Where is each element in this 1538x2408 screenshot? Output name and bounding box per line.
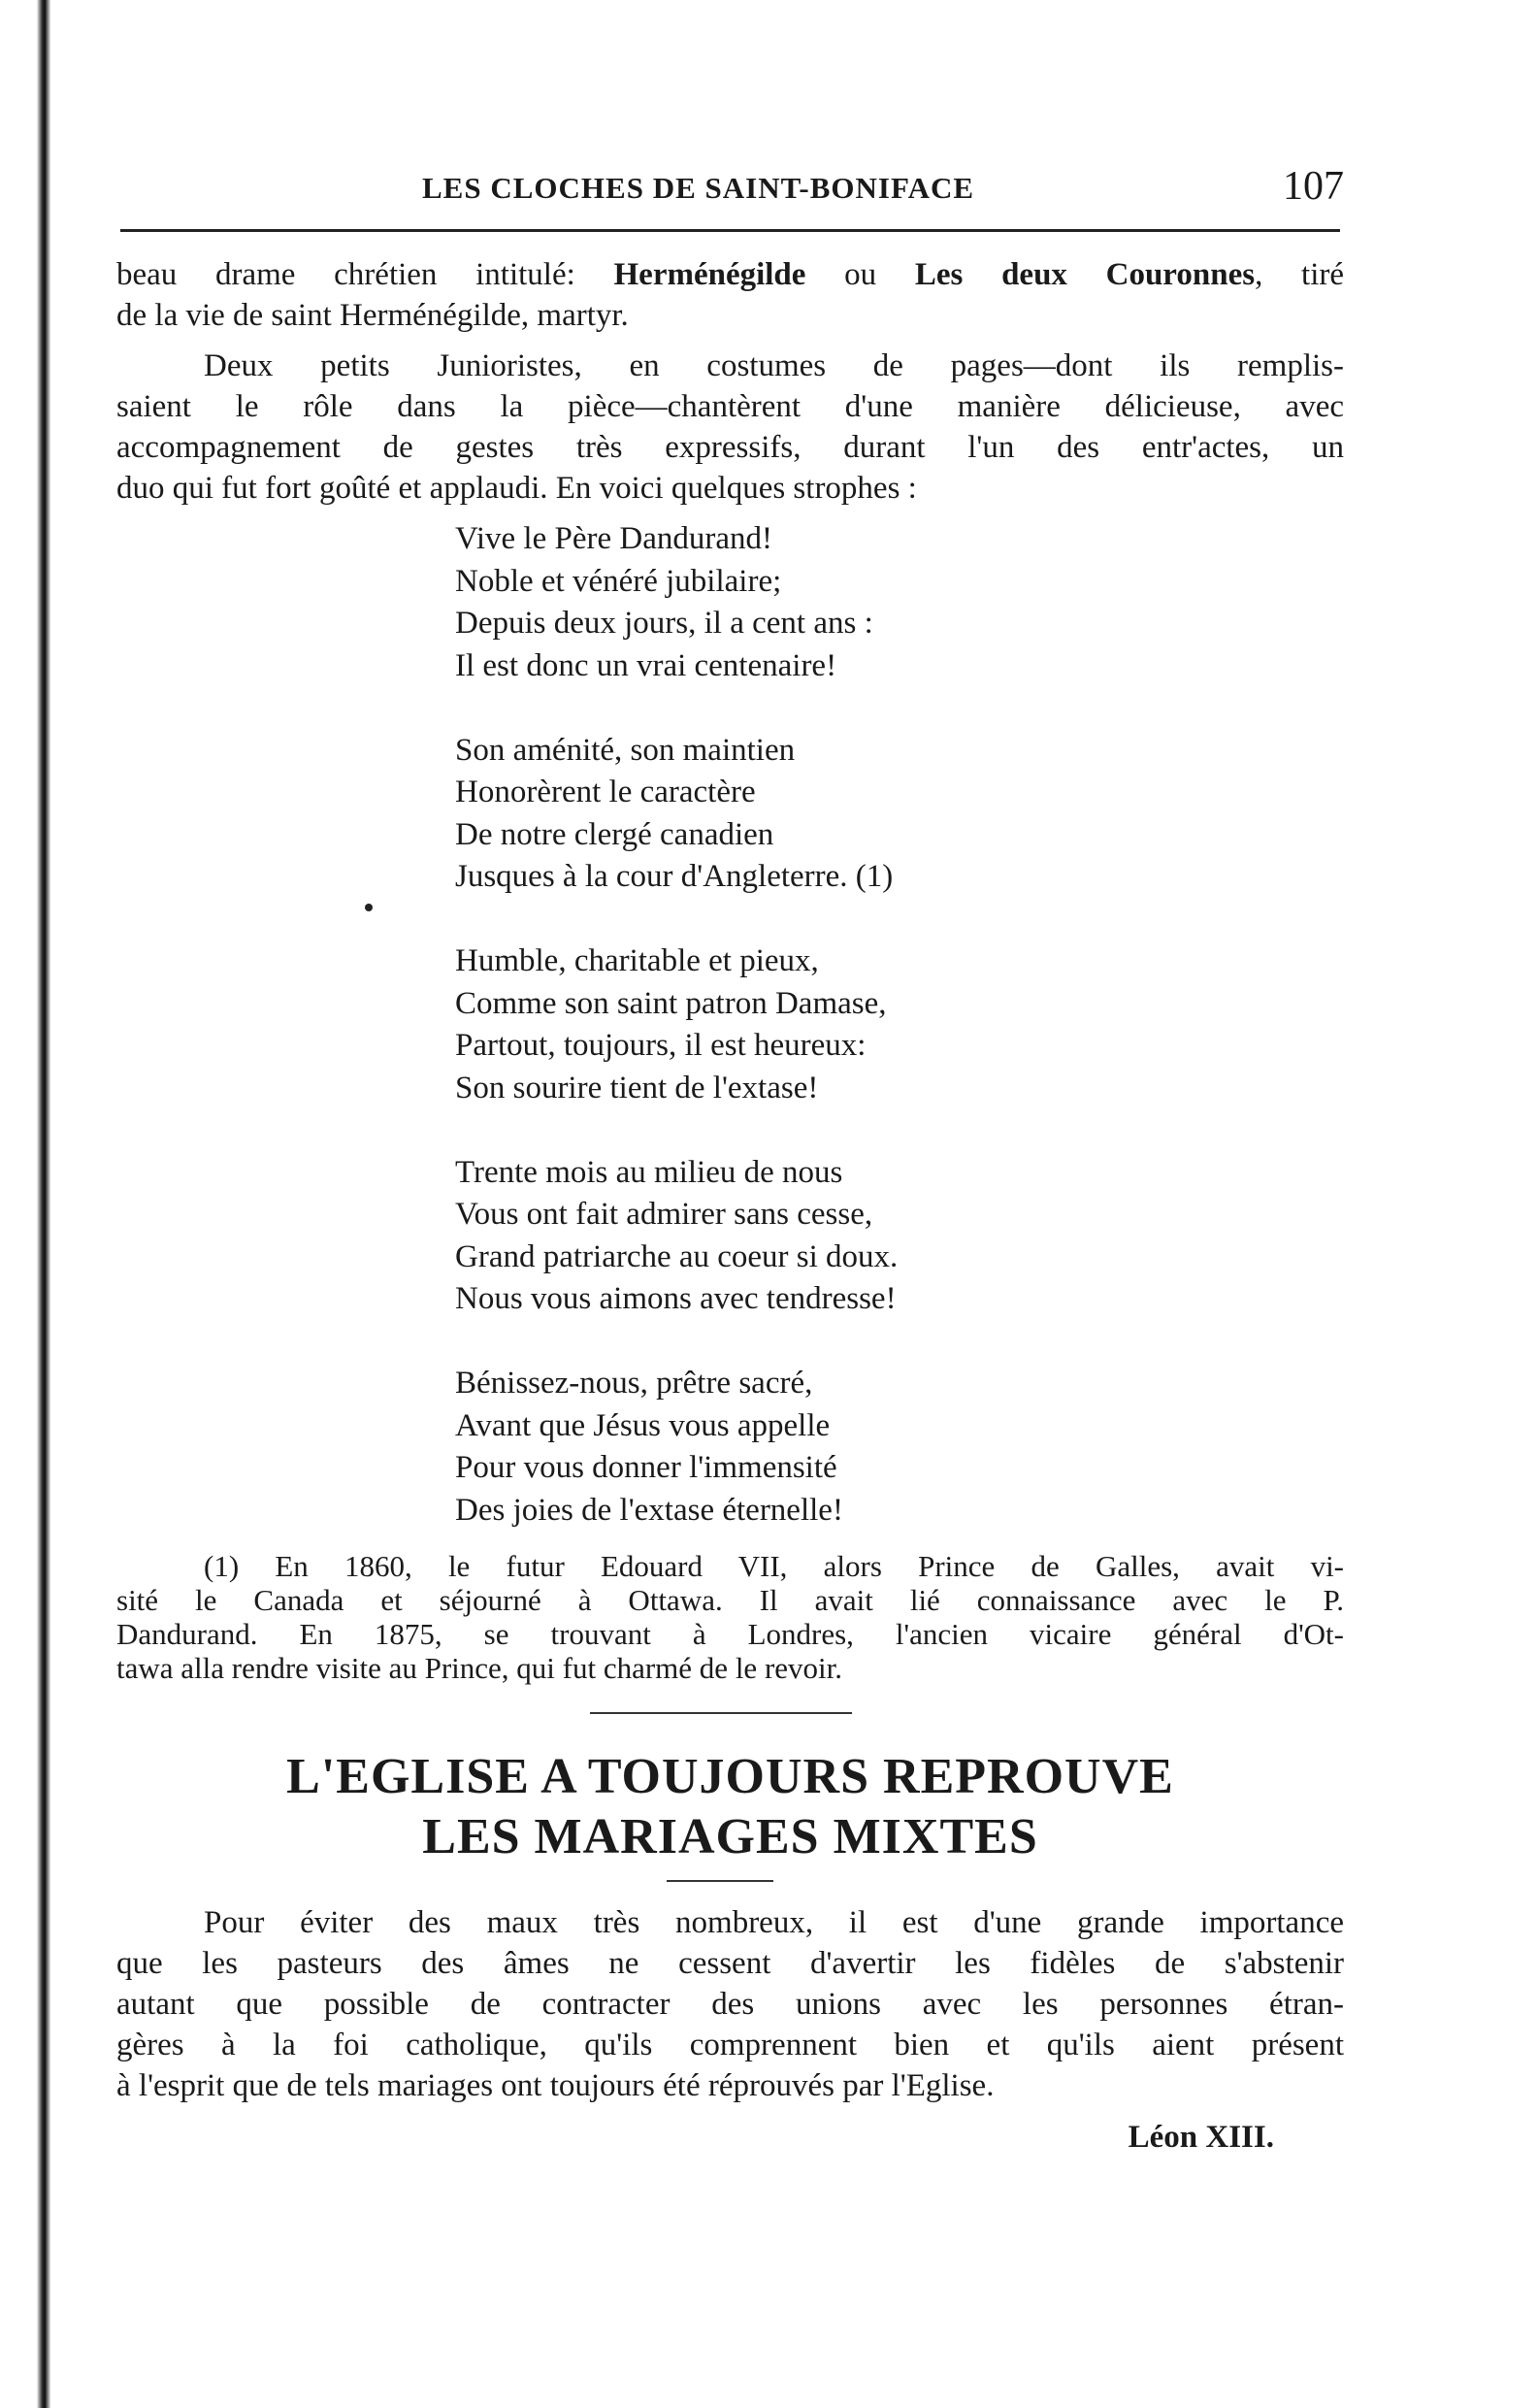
poem-verse: De notre clergé canadien (455, 816, 774, 852)
poem-verse: Honorèrent le caractère (455, 775, 756, 809)
poem (455, 518, 898, 1574)
poem-verse: Avant que Jésus vous appelle (455, 1407, 831, 1443)
signature: Léon XIII. (1128, 2120, 1274, 2155)
heading-line-1: L'EGLISE A TOUJOURS REPROUVE (286, 1749, 1174, 1804)
footnote-line: (1) En 1860, le futur Edouard VII, alors Prince de Galles, avait vi- (204, 1549, 1344, 1583)
poem-verse: Noble et vénéré jubilaire; (455, 563, 782, 599)
poem-verse: Grand patriarche au coeur si doux. (455, 1238, 899, 1274)
intro-text-c: , tiré (1255, 257, 1344, 292)
poem-verse: Humble, charitable et pieux, (455, 943, 819, 978)
poem-stanza-2 (455, 730, 898, 899)
ink-speck (365, 904, 373, 911)
footnote-line: tawa alla rendre visite au Prince, qui fut charmé de le revoir. (116, 1651, 842, 1685)
paragraph-line: gères à la foi catholique, qu'ils comprennent bien et qu'ils aient présent (116, 2028, 1344, 2062)
poem-stanza-4 (455, 1152, 898, 1321)
intro-text-a: beau drame chrétien intitulé: (116, 257, 614, 292)
poem-verse: Bénissez-nous, prêtre sacré, (455, 1366, 813, 1401)
running-header (116, 163, 1344, 221)
paragraph-line: autant que possible de contracter des unions avec les personnes étran- (116, 1987, 1344, 2022)
poem-verse: Des joies de l'extase éternelle! (455, 1492, 843, 1528)
header-rule (120, 229, 1340, 232)
paragraph-line: Pour éviter des maux très nombreux, il est d'une grande importance (204, 1905, 1344, 1940)
intro-text-b: ou (805, 257, 915, 292)
paragraph-line: à l'esprit que de tels mariages ont toujours été réprouvés par l'Eglise. (116, 2068, 995, 2103)
paragraph-line: saient le rôle dans la pièce—chantèrent d'une manière délicieuse, avec (116, 389, 1344, 424)
poem-verse: Vous ont fait admirer sans cesse, (455, 1197, 873, 1232)
heading-line-2: LES MARIAGES MIXTES (422, 1809, 1038, 1864)
page-spine-edge (37, 0, 50, 2408)
poem-verse: Jusques à la cour d'Angleterre. (1) (455, 859, 894, 894)
paragraph-line: duo qui fut fort goûté et applaudi. En voici quelques strophes : (116, 471, 917, 506)
play-title-hermenegilde: Herménégilde (613, 257, 806, 292)
poem-verse: Depuis deux jours, il a cent ans : (455, 606, 873, 641)
play-title-couronnes: Les deux Couronnes (914, 257, 1256, 292)
poem-verse: Il est donc un vrai centenaire! (455, 647, 837, 683)
poem-verse: Trente mois au milieu de nous (455, 1154, 843, 1190)
poem-verse: Son sourire tient de l'extase! (455, 1070, 819, 1105)
heading-divider (667, 1880, 773, 1882)
intro-paragraph (116, 254, 1344, 336)
article-heading (116, 1747, 1344, 1867)
running-title: LES CLOCHES DE SAINT-BONIFACE (422, 171, 975, 205)
section-divider (590, 1712, 852, 1714)
intro-line-1 (116, 254, 1344, 295)
poem-verse: Partout, toujours, il est heureux: (455, 1028, 867, 1063)
poem-verse: Son aménité, son maintien (455, 732, 796, 768)
footnote (116, 1549, 1344, 1685)
poem-stanza-5 (455, 1363, 898, 1532)
poem-verse: Vive le Père Dandurand! (455, 521, 772, 556)
poem-stanza-1 (455, 518, 898, 687)
paragraph-line: accompagnement de gestes très expressifs, durant l'un des entr'actes, un (116, 430, 1344, 465)
poem-stanza-3 (455, 940, 898, 1109)
footnote-line: Dandurand. En 1875, se trouvant à Londres, l'ancien vicaire général d'Ot- (116, 1617, 1344, 1651)
juniorists-paragraph (116, 346, 1344, 509)
paragraph-line: Deux petits Junioristes, en costumes de pages—dont ils remplis- (204, 348, 1344, 383)
poem-verse: Comme son saint patron Damase, (455, 985, 887, 1021)
poem-verse: Nous vous aimons avec tendresse! (455, 1281, 897, 1316)
intro-line-2: de la vie de saint Herménégilde, martyr. (116, 298, 629, 333)
page-number: 107 (1283, 164, 1344, 209)
paragraph-line: que les pasteurs des âmes ne cessent d'avertir les fidèles de s'abstenir (116, 1946, 1344, 1981)
article-paragraph (116, 1902, 1344, 2106)
poem-verse: Pour vous donner l'immensité (455, 1450, 837, 1485)
footnote-line: sité le Canada et séjourné à Ottawa. Il avait lié connaissance avec le P. (116, 1583, 1344, 1617)
